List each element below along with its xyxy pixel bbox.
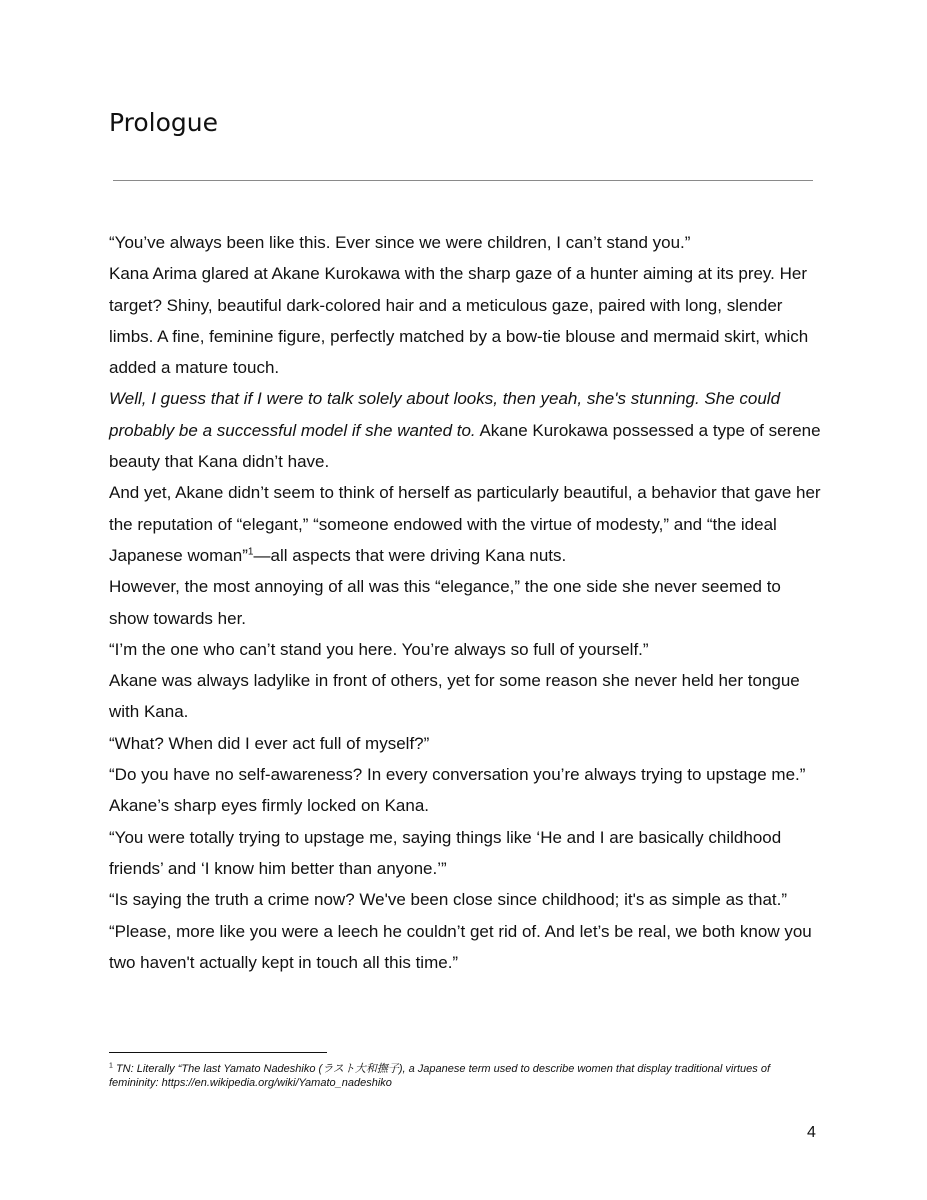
- footnote-divider: [109, 1052, 327, 1053]
- paragraph-text: Akane Kurokawa possessed a type of serene beauty that Kana didn’t have.: [109, 420, 821, 472]
- title-divider: [113, 180, 813, 181]
- paragraph: “You’ve always been like this. Ever since we were children, I can’t stand you.”: [109, 233, 691, 252]
- footnote-reference[interactable]: 1: [247, 546, 254, 558]
- paragraph-text: —all aspects that were driving Kana nuts.: [253, 545, 567, 565]
- paragraph: [109, 477, 821, 571]
- paragraph-text: And yet, Akane didn’t seem to think of herself as particularly beautiful, a behavior that gave her the reputation of “elegant,” “someone endowed with the virtue of modesty,” and “the ideal Japanese woman”: [109, 483, 821, 565]
- italic-thought: Well, I guess that if I were to talk solely about looks, then yeah, she's stunning. She could probably be a successful model if she wanted to.: [109, 389, 781, 440]
- paragraph: “Do you have no self-awareness? In every conversation you’re always trying to upstage me.”: [109, 765, 806, 785]
- footnote-text: TN: Literally “The last Yamato Nadeshiko (ラスト大和撫子), a Japanese term used to describe women that display traditional virtues of femininity: https://en.wikipedia.org/wiki/Yamato_nadeshiko: [109, 1063, 770, 1089]
- paragraph: Akane was always ladylike in front of others, yet for some reason she never held her tongue with Kana.: [109, 671, 800, 722]
- chapter-title: Prologue: [109, 108, 218, 137]
- page-number: 4: [807, 1124, 816, 1141]
- paragraph: “Please, more like you were a leech he couldn’t get rid of. And let’s be real, we both know you two haven't actually kept in touch all this time.”: [109, 921, 812, 972]
- footnote: [109, 1063, 821, 1090]
- paragraph: “What? When did I ever act full of myself?”: [109, 733, 430, 753]
- paragraph: “I’m the one who can’t stand you here. You’re always so full of yourself.”: [109, 639, 649, 659]
- paragraph: However, the most annoying of all was this “elegance,” the one side she never seemed to show towards her.: [109, 577, 781, 628]
- paragraph: Kana Arima glared at Akane Kurokawa with the sharp gaze of a hunter aiming at its prey. Her target? Shiny, beautiful dark-colored hair and a meticulous gaze, paired with long, slender limbs. A fine, feminine figure, perfectly matched by a bow-tie blouse and mermaid skirt, which added a mature touch.: [109, 264, 809, 378]
- footnote-marker: 1: [109, 1062, 113, 1070]
- paragraph: “Is saying the truth a crime now? We've been close since childhood; it's as simple as that.”: [109, 890, 787, 910]
- body-text: [109, 227, 821, 978]
- paragraph: Akane’s sharp eyes firmly locked on Kana.: [109, 796, 430, 816]
- paragraph: [109, 383, 821, 477]
- paragraph: “You were totally trying to upstage me, saying things like ‘He and I are basically childhood friends’ and ‘I know him better than anyone.’”: [109, 827, 782, 878]
